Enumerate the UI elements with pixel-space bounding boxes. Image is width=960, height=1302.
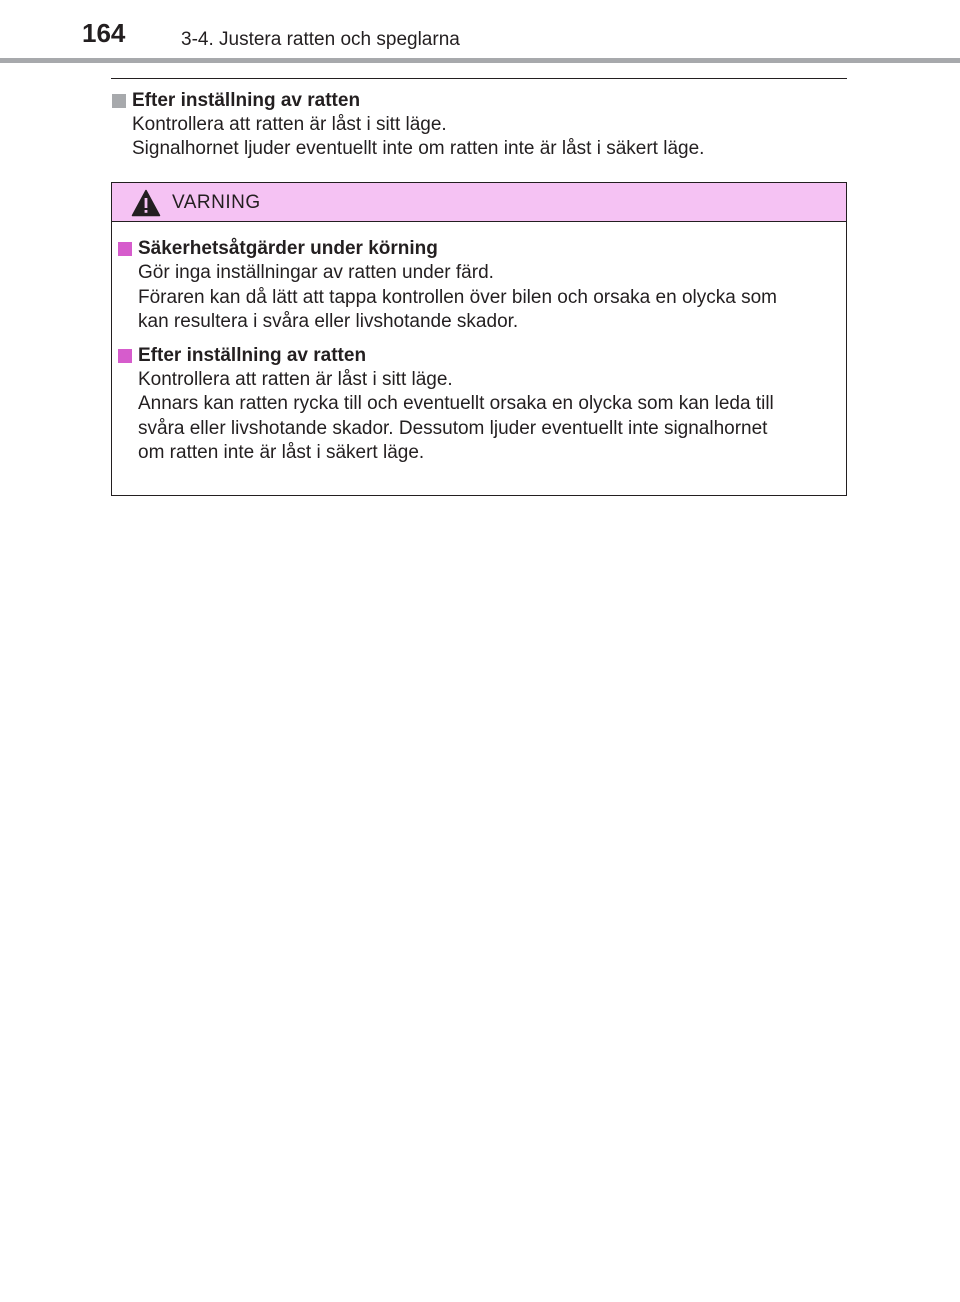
warning-item: [112, 237, 846, 335]
section-text-line: Signalhornet ljuder eventuellt inte om ratten inte är låst i säkert läge.: [132, 138, 705, 159]
warning-box: [111, 182, 847, 496]
warning-text-line: Kontrollera att ratten är låst i sitt läge.: [138, 368, 453, 390]
warning-body: [112, 237, 846, 475]
info-section: [111, 89, 847, 161]
warning-text-line: kan resultera i svåra eller livshotande skador.: [138, 311, 519, 332]
section-text-line: Kontrollera att ratten är låst i sitt läge.: [132, 114, 447, 135]
warning-text-line: om ratten inte är låst i säkert läge.: [138, 442, 425, 463]
warning-text-line: svåra eller livshotande skador. Dessutom ljuder eventuellt inte signalhornet: [138, 417, 768, 439]
warning-label: VARNING: [172, 192, 261, 213]
chapter-title: 3-4. Justera ratten och speglarna: [181, 29, 460, 50]
warning-item-heading-text: Säkerhetsåtgärder under körning: [138, 238, 438, 259]
warning-header: [112, 183, 846, 222]
square-bullet-icon: [112, 94, 126, 108]
warning-text-line: Annars kan ratten rycka till och eventuellt orsaka en olycka som kan leda till: [138, 393, 774, 414]
page-header: [0, 0, 960, 62]
warning-item-heading: [112, 237, 846, 261]
section-heading: [111, 89, 847, 113]
page-number: 164: [82, 18, 126, 48]
warning-text-line: Föraren kan då lätt att tappa kontrollen över bilen och orsaka en olycka som: [138, 286, 777, 308]
square-bullet-icon: [118, 349, 132, 363]
section-divider: [111, 78, 847, 79]
warning-triangle-icon: [131, 189, 161, 217]
warning-text-line: Gör inga inställningar av ratten under färd.: [138, 262, 494, 283]
warning-item-heading: [112, 344, 846, 368]
warning-item: [112, 344, 846, 466]
section-heading-text: Efter inställning av ratten: [132, 90, 361, 111]
warning-item-heading-text: Efter inställning av ratten: [138, 344, 367, 366]
square-bullet-icon: [118, 242, 132, 256]
header-bar: [0, 58, 960, 63]
